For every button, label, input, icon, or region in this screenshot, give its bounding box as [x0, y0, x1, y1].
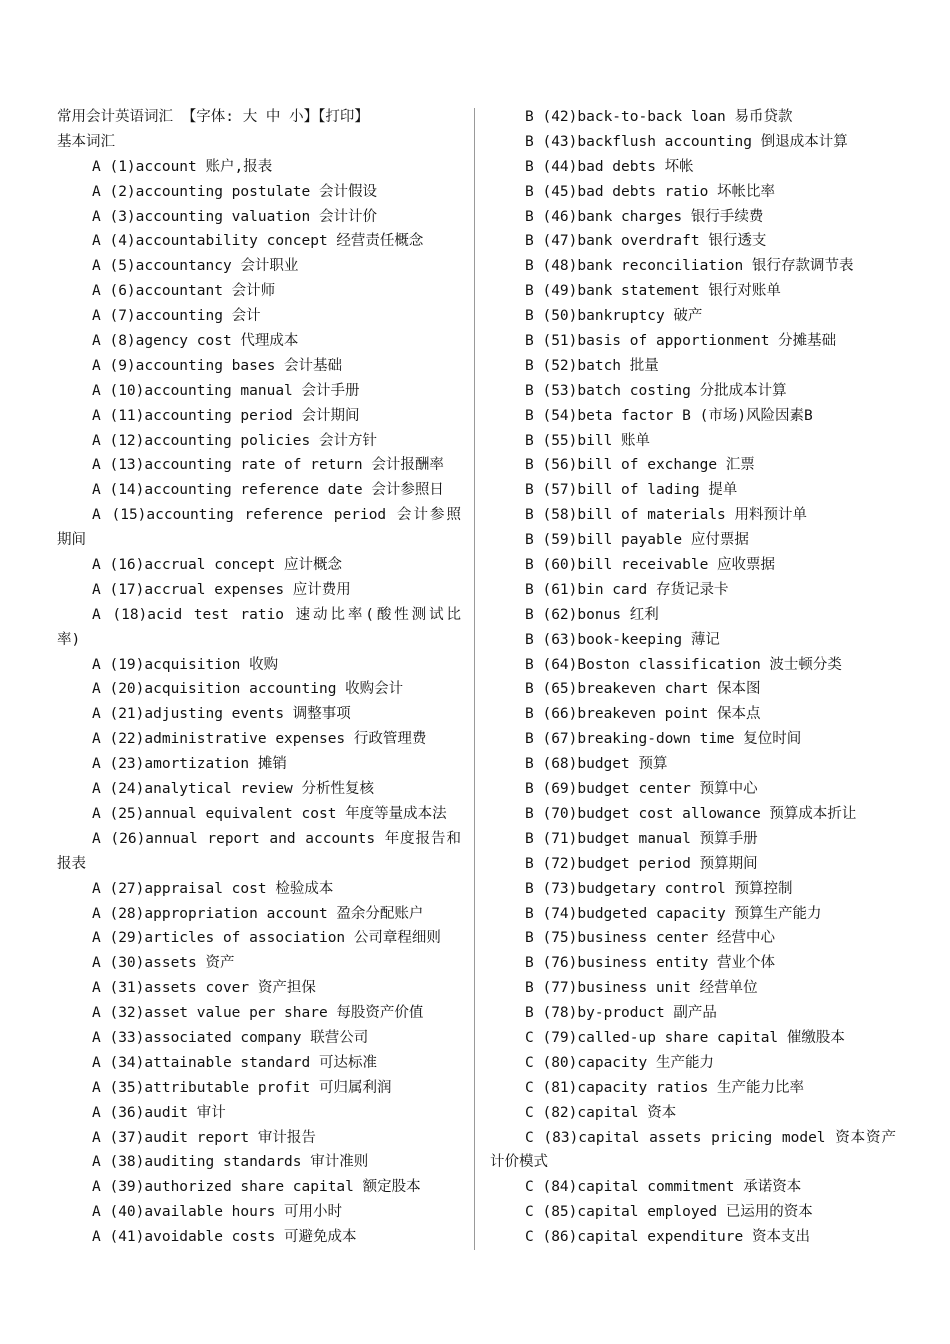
term-entry: A (36)audit 审计: [92, 1104, 226, 1121]
term-entry: B (44)bad debts 坏帐: [525, 158, 694, 175]
term-entry: B (54)beta factor B (市场)风险因素B: [525, 407, 813, 424]
term-entry: A (20)acquisition accounting 收购会计: [92, 681, 404, 698]
term-entry: B (57)bill of lading 提单: [525, 482, 738, 499]
term-entry: B (71)budget manual 预算手册: [525, 830, 758, 847]
term-entry: B (48)bank reconciliation 银行存款调节表: [525, 258, 854, 275]
term-entry: A (11)accounting period 会计期间: [92, 407, 360, 424]
term-entry: A (41)avoidable costs 可避免成本: [92, 1229, 357, 1246]
term-entry: A (16)accrual concept 应计概念: [92, 557, 343, 574]
term-entry: B (75)business center 经营中心: [525, 930, 776, 947]
term-entry: A (30)assets 资产: [92, 955, 235, 972]
term-entry: B (53)batch costing 分批成本计算: [525, 382, 787, 399]
term-entry: B (70)budget cost allowance 预算成本折让: [525, 805, 857, 822]
term-entry: C (81)capacity ratios 生产能力比率: [525, 1079, 805, 1096]
term-entry: C (79)called-up share capital 催缴股本: [525, 1029, 845, 1046]
term-entry: B (50)bankruptcy 破产: [525, 308, 703, 325]
term-entry: A (9)accounting bases 会计基础: [92, 357, 343, 374]
right-term-list: [490, 105, 896, 1250]
term-entry: B (60)bill receivable 应收票据: [525, 557, 776, 574]
term-entry: B (58)bill of materials 用料预计单: [525, 507, 808, 524]
term-entry: B (63)book-keeping 薄记: [525, 631, 720, 648]
term-entry: B (69)budget center 预算中心: [525, 781, 758, 798]
term-entry: B (67)breaking-down time 复位时间: [525, 731, 802, 748]
term-entry: B (49)bank statement 银行对账单: [525, 283, 781, 300]
term-entry: A (21)adjusting events 调整事项: [92, 706, 351, 723]
term-entry: A (8)agency cost 代理成本: [92, 333, 299, 350]
term-continuation: 报表: [57, 855, 86, 872]
term-entry: C (82)capital 资本: [525, 1104, 677, 1121]
term-entry: B (62)bonus 红利: [525, 606, 659, 623]
term-entry: B (77)business unit 经营单位: [525, 980, 758, 997]
term-entry: A (3)accounting valuation 会计计价: [92, 208, 377, 225]
term-entry: B (59)bill payable 应付票据: [525, 532, 749, 549]
term-entry: B (43)backflush accounting 倒退成本计算: [525, 133, 848, 150]
term-entry: B (76)business entity 营业个体: [525, 955, 776, 972]
term-entry: A (18)acid test ratio 速动比率(酸性测试比: [92, 606, 461, 623]
print-link[interactable]: 【打印】: [318, 109, 369, 125]
column-divider: [474, 108, 475, 1250]
term-entry: C (84)capital commitment 承诺资本: [525, 1179, 802, 1196]
term-entry: A (31)assets cover 资产担保: [92, 980, 316, 997]
title-line: [57, 105, 461, 130]
term-entry: B (52)batch 批量: [525, 357, 659, 374]
term-entry: B (66)breakeven point 保本点: [525, 706, 761, 723]
term-entry: A (1)account 账户,报表: [92, 158, 273, 175]
term-entry: A (2)accounting postulate 会计假设: [92, 183, 377, 200]
font-size-control[interactable]: 【字体: 大 中 小】: [181, 109, 319, 125]
term-entry: A (32)asset value per share 每股资产价值: [92, 1005, 424, 1022]
term-entry: A (28)appropriation account 盈余分配账户: [92, 905, 424, 922]
term-entry: C (83)capital assets pricing model 资本资产: [525, 1129, 896, 1146]
term-entry: B (65)breakeven chart 保本图: [525, 681, 761, 698]
page-title: 常用会计英语词汇: [57, 109, 173, 125]
term-entry: A (23)amortization 摊销: [92, 756, 287, 773]
term-entry: A (15)accounting reference period 会计参照: [92, 507, 461, 524]
left-term-list: [57, 155, 461, 1250]
term-entry: A (26)annual report and accounts 年度报告和: [92, 830, 461, 847]
term-entry: B (42)back-to-back loan 易币贷款: [525, 109, 793, 125]
term-entry: B (55)bill 账单: [525, 432, 651, 449]
term-entry: A (25)annual equivalent cost 年度等量成本法: [92, 805, 447, 822]
term-entry: A (5)accountancy 会计职业: [92, 258, 299, 275]
term-entry: A (13)accounting rate of return 会计报酬率: [92, 457, 444, 474]
term-entry: A (38)auditing standards 审计准则: [92, 1154, 369, 1171]
term-entry: A (35)attributable profit 可归属利润: [92, 1079, 392, 1096]
term-entry: B (78)by-product 副产品: [525, 1005, 717, 1022]
term-entry: A (19)acquisition 收购: [92, 656, 279, 673]
term-entry: B (68)budget 预算: [525, 756, 668, 773]
term-entry: A (27)appraisal cost 检验成本: [92, 880, 334, 897]
term-continuation: 率): [57, 631, 81, 648]
term-entry: B (56)bill of exchange 汇票: [525, 457, 755, 474]
term-entry: A (34)attainable standard 可达标准: [92, 1054, 377, 1071]
term-entry: A (24)analytical review 分析性复核: [92, 781, 375, 798]
term-entry: B (45)bad debts ratio 坏帐比率: [525, 183, 776, 200]
term-entry: A (6)accountant 会计师: [92, 283, 276, 300]
term-entry: B (47)bank overdraft 银行透支: [525, 233, 767, 250]
term-entry: B (72)budget period 预算期间: [525, 855, 758, 872]
term-entry: A (7)accounting 会计: [92, 308, 261, 325]
term-entry: B (73)budgetary control 预算控制: [525, 880, 793, 897]
right-column: [490, 105, 896, 1250]
term-continuation: 期间: [57, 532, 86, 549]
term-entry: A (17)accrual expenses 应计费用: [92, 581, 351, 598]
term-entry: A (22)administrative expenses 行政管理费: [92, 731, 427, 748]
term-entry: A (37)audit report 审计报告: [92, 1129, 316, 1146]
term-entry: B (46)bank charges 银行手续费: [525, 208, 764, 225]
term-entry: A (33)associated company 联营公司: [92, 1029, 369, 1046]
term-entry: C (86)capital expenditure 资本支出: [525, 1229, 810, 1246]
term-continuation: 计价模式: [490, 1154, 548, 1171]
term-entry: C (85)capital employed 已运用的资本: [525, 1204, 813, 1221]
term-entry: B (74)budgeted capacity 预算生产能力: [525, 905, 822, 922]
term-entry: C (80)capacity 生产能力: [525, 1054, 714, 1071]
term-entry: A (10)accounting manual 会计手册: [92, 382, 360, 399]
term-entry: B (61)bin card 存货记录卡: [525, 581, 729, 598]
term-entry: A (29)articles of association 公司章程细则: [92, 930, 441, 947]
term-entry: B (51)basis of apportionment 分摊基础: [525, 333, 837, 350]
left-column: [57, 105, 461, 1250]
term-entry: A (39)authorized share capital 额定股本: [92, 1179, 421, 1196]
term-entry: A (40)available hours 可用小时: [92, 1204, 343, 1221]
term-entry: A (4)accountability concept 经营责任概念: [92, 233, 424, 250]
section-heading: 基本词汇: [57, 133, 115, 150]
term-entry: A (12)accounting policies 会计方针: [92, 432, 377, 449]
term-entry: A (14)accounting reference date 会计参照日: [92, 482, 444, 499]
term-entry: B (64)Boston classification 波士顿分类: [525, 656, 842, 673]
